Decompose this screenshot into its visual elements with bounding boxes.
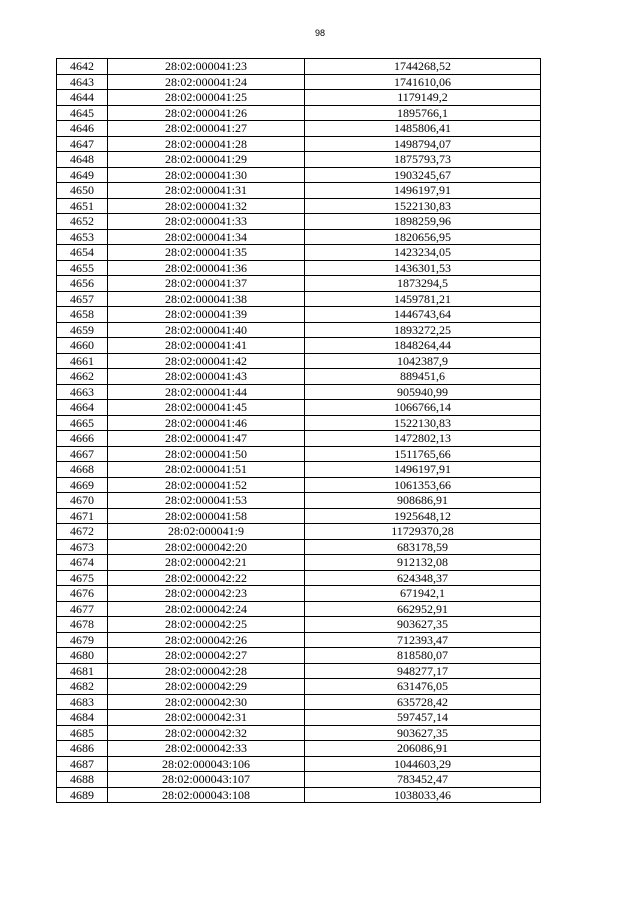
value-cell: 948277,17	[305, 663, 541, 679]
value-cell: 1436301,53	[305, 260, 541, 276]
cadastral-number-cell: 28:02:000042:21	[108, 555, 305, 571]
table-row	[57, 741, 541, 757]
row-number-cell: 4665	[57, 415, 108, 431]
row-number-cell: 4655	[57, 260, 108, 276]
row-number-cell: 4658	[57, 307, 108, 323]
cadastral-number-cell: 28:02:000041:45	[108, 400, 305, 416]
value-cell: 206086,91	[305, 741, 541, 757]
cadastral-number-cell: 28:02:000043:108	[108, 787, 305, 803]
table-row	[57, 756, 541, 772]
table-row	[57, 338, 541, 354]
row-number-cell: 4654	[57, 245, 108, 261]
cadastral-number-cell: 28:02:000042:25	[108, 617, 305, 633]
cadastral-number-cell: 28:02:000042:33	[108, 741, 305, 757]
value-cell: 1459781,21	[305, 291, 541, 307]
cadastral-number-cell: 28:02:000041:32	[108, 198, 305, 214]
row-number-cell: 4666	[57, 431, 108, 447]
value-cell: 631476,05	[305, 679, 541, 695]
value-cell: 1925648,12	[305, 508, 541, 524]
value-cell: 683178,59	[305, 539, 541, 555]
row-number-cell: 4647	[57, 136, 108, 152]
value-cell: 1496197,91	[305, 183, 541, 199]
row-number-cell: 4660	[57, 338, 108, 354]
value-cell: 1042387,9	[305, 353, 541, 369]
value-cell: 908686,91	[305, 493, 541, 509]
value-cell: 1038033,46	[305, 787, 541, 803]
value-cell: 1820656,95	[305, 229, 541, 245]
cadastral-number-cell: 28:02:000041:28	[108, 136, 305, 152]
cadastral-number-cell: 28:02:000042:20	[108, 539, 305, 555]
value-cell: 1472802,13	[305, 431, 541, 447]
cadastral-number-cell: 28:02:000041:41	[108, 338, 305, 354]
value-cell: 1044603,29	[305, 756, 541, 772]
value-cell: 1895766,1	[305, 105, 541, 121]
cadastral-number-cell: 28:02:000042:30	[108, 694, 305, 710]
value-cell: 1061353,66	[305, 477, 541, 493]
value-cell: 1485806,41	[305, 121, 541, 137]
value-cell: 11729370,28	[305, 524, 541, 540]
table-row	[57, 725, 541, 741]
value-cell: 1511765,66	[305, 446, 541, 462]
row-number-cell: 4685	[57, 725, 108, 741]
row-number-cell: 4656	[57, 276, 108, 292]
value-cell: 1741610,06	[305, 74, 541, 90]
row-number-cell: 4661	[57, 353, 108, 369]
cadastral-number-cell: 28:02:000041:33	[108, 214, 305, 230]
table-row	[57, 74, 541, 90]
value-cell: 1446743,64	[305, 307, 541, 323]
row-number-cell: 4689	[57, 787, 108, 803]
row-number-cell: 4648	[57, 152, 108, 168]
value-cell: 1179149,2	[305, 90, 541, 106]
table-row	[57, 694, 541, 710]
row-number-cell: 4687	[57, 756, 108, 772]
table-row	[57, 276, 541, 292]
row-number-cell: 4668	[57, 462, 108, 478]
cadastral-number-cell: 28:02:000042:31	[108, 710, 305, 726]
table-row	[57, 508, 541, 524]
cadastral-number-cell: 28:02:000041:35	[108, 245, 305, 261]
cadastral-number-cell: 28:02:000041:23	[108, 59, 305, 75]
cadastral-number-cell: 28:02:000042:27	[108, 648, 305, 664]
cadastral-number-cell: 28:02:000042:28	[108, 663, 305, 679]
row-number-cell: 4678	[57, 617, 108, 633]
table-row	[57, 415, 541, 431]
row-number-cell: 4683	[57, 694, 108, 710]
table-row	[57, 260, 541, 276]
table-row	[57, 555, 541, 571]
row-number-cell: 4686	[57, 741, 108, 757]
cadastral-number-cell: 28:02:000041:43	[108, 369, 305, 385]
value-cell: 889451,6	[305, 369, 541, 385]
value-cell: 1522130,83	[305, 415, 541, 431]
row-number-cell: 4684	[57, 710, 108, 726]
cadastral-number-cell: 28:02:000042:32	[108, 725, 305, 741]
table-row	[57, 322, 541, 338]
value-cell: 1496197,91	[305, 462, 541, 478]
table-row	[57, 121, 541, 137]
table-row	[57, 152, 541, 168]
table-row	[57, 648, 541, 664]
cadastral-number-cell: 28:02:000042:23	[108, 586, 305, 602]
value-cell: 1423234,05	[305, 245, 541, 261]
table-row	[57, 663, 541, 679]
table-row	[57, 710, 541, 726]
row-number-cell: 4682	[57, 679, 108, 695]
value-cell: 905940,99	[305, 384, 541, 400]
row-number-cell: 4664	[57, 400, 108, 416]
row-number-cell: 4644	[57, 90, 108, 106]
cadastral-number-cell: 28:02:000041:27	[108, 121, 305, 137]
cadastral-number-cell: 28:02:000041:52	[108, 477, 305, 493]
row-number-cell: 4672	[57, 524, 108, 540]
value-cell: 1898259,96	[305, 214, 541, 230]
table-row	[57, 477, 541, 493]
table-row	[57, 787, 541, 803]
table-row	[57, 772, 541, 788]
cadastral-number-cell: 28:02:000041:30	[108, 167, 305, 183]
value-cell: 635728,42	[305, 694, 541, 710]
table-row	[57, 539, 541, 555]
row-number-cell: 4649	[57, 167, 108, 183]
table-row	[57, 446, 541, 462]
table-row	[57, 570, 541, 586]
cadastral-number-cell: 28:02:000043:107	[108, 772, 305, 788]
row-number-cell: 4650	[57, 183, 108, 199]
cadastral-number-cell: 28:02:000041:44	[108, 384, 305, 400]
table-row	[57, 632, 541, 648]
cadastral-number-cell: 28:02:000042:29	[108, 679, 305, 695]
row-number-cell: 4681	[57, 663, 108, 679]
cadastral-number-cell: 28:02:000042:26	[108, 632, 305, 648]
value-cell: 1903245,67	[305, 167, 541, 183]
table-row	[57, 400, 541, 416]
row-number-cell: 4643	[57, 74, 108, 90]
cadastral-number-cell: 28:02:000042:22	[108, 570, 305, 586]
cadastral-number-cell: 28:02:000041:9	[108, 524, 305, 540]
table-row	[57, 136, 541, 152]
value-cell: 624348,37	[305, 570, 541, 586]
row-number-cell: 4670	[57, 493, 108, 509]
value-cell: 1875793,73	[305, 152, 541, 168]
row-number-cell: 4674	[57, 555, 108, 571]
table-row	[57, 167, 541, 183]
table-row	[57, 214, 541, 230]
cadastral-number-cell: 28:02:000041:50	[108, 446, 305, 462]
row-number-cell: 4667	[57, 446, 108, 462]
row-number-cell: 4662	[57, 369, 108, 385]
value-cell: 912132,08	[305, 555, 541, 571]
cadastral-table	[56, 58, 541, 803]
row-number-cell: 4652	[57, 214, 108, 230]
cadastral-number-cell: 28:02:000041:25	[108, 90, 305, 106]
table-row	[57, 198, 541, 214]
row-number-cell: 4671	[57, 508, 108, 524]
value-cell: 1498794,07	[305, 136, 541, 152]
value-cell: 1066766,14	[305, 400, 541, 416]
cadastral-number-cell: 28:02:000041:42	[108, 353, 305, 369]
row-number-cell: 4657	[57, 291, 108, 307]
value-cell: 1848264,44	[305, 338, 541, 354]
cadastral-number-cell: 28:02:000041:51	[108, 462, 305, 478]
row-number-cell: 4677	[57, 601, 108, 617]
row-number-cell: 4669	[57, 477, 108, 493]
value-cell: 671942,1	[305, 586, 541, 602]
cadastral-number-cell: 28:02:000041:39	[108, 307, 305, 323]
value-cell: 783452,47	[305, 772, 541, 788]
value-cell: 1873294,5	[305, 276, 541, 292]
table-body	[57, 59, 541, 803]
table-row	[57, 462, 541, 478]
cadastral-number-cell: 28:02:000041:36	[108, 260, 305, 276]
table-row	[57, 431, 541, 447]
table-row	[57, 384, 541, 400]
row-number-cell: 4653	[57, 229, 108, 245]
table-row	[57, 229, 541, 245]
table-row	[57, 524, 541, 540]
table-row	[57, 90, 541, 106]
row-number-cell: 4675	[57, 570, 108, 586]
row-number-cell: 4673	[57, 539, 108, 555]
table-row	[57, 601, 541, 617]
table-row	[57, 679, 541, 695]
cadastral-number-cell: 28:02:000041:26	[108, 105, 305, 121]
value-cell: 903627,35	[305, 617, 541, 633]
table-row	[57, 493, 541, 509]
row-number-cell: 4663	[57, 384, 108, 400]
table-row	[57, 105, 541, 121]
cadastral-table-container	[56, 58, 540, 803]
table-row	[57, 183, 541, 199]
value-cell: 712393,47	[305, 632, 541, 648]
value-cell: 903627,35	[305, 725, 541, 741]
table-row	[57, 59, 541, 75]
row-number-cell: 4646	[57, 121, 108, 137]
page-number: 98	[314, 28, 325, 38]
table-row	[57, 369, 541, 385]
value-cell: 597457,14	[305, 710, 541, 726]
cadastral-number-cell: 28:02:000041:46	[108, 415, 305, 431]
cadastral-number-cell: 28:02:000041:58	[108, 508, 305, 524]
table-row	[57, 307, 541, 323]
cadastral-number-cell: 28:02:000041:53	[108, 493, 305, 509]
cadastral-number-cell: 28:02:000041:24	[108, 74, 305, 90]
cadastral-number-cell: 28:02:000041:40	[108, 322, 305, 338]
table-row	[57, 291, 541, 307]
row-number-cell: 4651	[57, 198, 108, 214]
cadastral-number-cell: 28:02:000041:37	[108, 276, 305, 292]
cadastral-number-cell: 28:02:000043:106	[108, 756, 305, 772]
cadastral-number-cell: 28:02:000041:34	[108, 229, 305, 245]
table-row	[57, 586, 541, 602]
value-cell: 1744268,52	[305, 59, 541, 75]
row-number-cell: 4659	[57, 322, 108, 338]
row-number-cell: 4676	[57, 586, 108, 602]
row-number-cell: 4688	[57, 772, 108, 788]
cadastral-number-cell: 28:02:000042:24	[108, 601, 305, 617]
cadastral-number-cell: 28:02:000041:47	[108, 431, 305, 447]
value-cell: 1522130,83	[305, 198, 541, 214]
row-number-cell: 4680	[57, 648, 108, 664]
row-number-cell: 4645	[57, 105, 108, 121]
row-number-cell: 4642	[57, 59, 108, 75]
cadastral-number-cell: 28:02:000041:29	[108, 152, 305, 168]
value-cell: 818580,07	[305, 648, 541, 664]
value-cell: 662952,91	[305, 601, 541, 617]
cadastral-number-cell: 28:02:000041:31	[108, 183, 305, 199]
value-cell: 1893272,25	[305, 322, 541, 338]
table-row	[57, 353, 541, 369]
table-row	[57, 617, 541, 633]
row-number-cell: 4679	[57, 632, 108, 648]
cadastral-number-cell: 28:02:000041:38	[108, 291, 305, 307]
table-row	[57, 245, 541, 261]
